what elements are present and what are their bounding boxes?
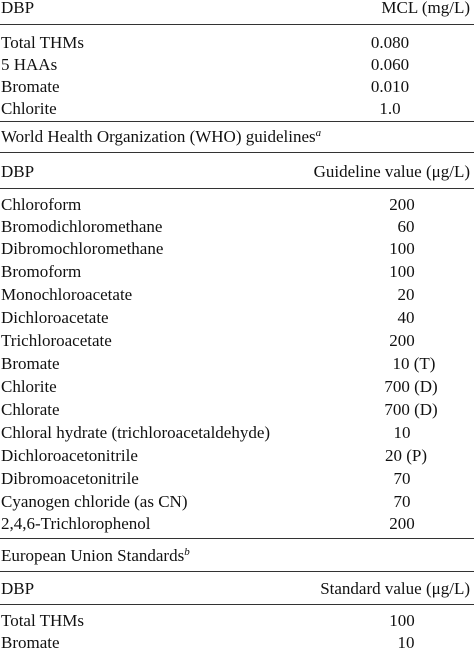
- epa-dbp-name: Total THMs: [1, 33, 85, 52]
- who-dbp-name: Chloral hydrate (trichloroacetaldehyde): [1, 423, 271, 442]
- who-header-row: [0, 161, 474, 183]
- epa-row: [0, 76, 474, 98]
- who-dbp-name: Dibromoacetonitrile: [1, 469, 139, 488]
- epa-mcl-value: 0.010: [370, 77, 410, 96]
- eu-header-rule: [0, 604, 474, 605]
- eu-row: [0, 610, 474, 632]
- who-title: World Health Organization (WHO) guidelines$^a$: [1, 127, 322, 146]
- who-guideline-value: 200: [389, 195, 415, 214]
- who-header-dbp: DBP: [1, 162, 35, 181]
- who-guideline-value: 200: [389, 514, 415, 533]
- epa-header-row: [0, 0, 474, 19]
- who-guideline-value: 20: [397, 285, 415, 304]
- who-row: [0, 513, 474, 535]
- epa-mcl-value: 0.060: [370, 55, 410, 74]
- who-title-row: [0, 126, 474, 148]
- eu-header-standard: Standard value (μg/L): [320, 579, 470, 598]
- who-dbp-name: Cyanogen chloride (as CN): [1, 492, 188, 511]
- who-row: [0, 307, 474, 329]
- who-guideline-value: 100: [389, 239, 415, 258]
- who-row: [0, 216, 474, 238]
- who-guideline-value: 10: [393, 423, 411, 442]
- epa-header-rule: [0, 24, 474, 25]
- who-row: [0, 491, 474, 513]
- epa-dbp-name: Chlorite: [1, 99, 57, 118]
- who-header-guideline: Guideline value (μg/L): [313, 162, 470, 181]
- eu-row: [0, 632, 474, 654]
- eu-standard-value: 100: [389, 611, 415, 630]
- epa-row: [0, 54, 474, 76]
- epa-row: [0, 32, 474, 54]
- who-row: [0, 330, 474, 352]
- epa-mcl-value: 0.080: [370, 33, 410, 52]
- eu-dbp-name: Bromate: [1, 633, 60, 652]
- epa-dbp-name: 5 HAAs: [1, 55, 58, 74]
- eu-dbp-name: Total THMs: [1, 611, 85, 630]
- epa-header-mcl: MCL (mg/L): [381, 0, 470, 17]
- who-row: [0, 399, 474, 421]
- who-row: [0, 284, 474, 306]
- who-guideline-value: 70: [393, 492, 411, 511]
- eu-standard-value: 10: [397, 633, 415, 652]
- epa-row: [0, 98, 474, 120]
- eu-header-row: [0, 578, 474, 600]
- who-dbp-name: Dichloroacetonitrile: [1, 446, 138, 465]
- who-guideline-value: 10 (T): [392, 354, 436, 373]
- who-dbp-name: Monochloroacetate: [1, 285, 133, 304]
- who-row: [0, 376, 474, 398]
- epa-header-dbp: DBP: [1, 0, 35, 17]
- who-row: [0, 445, 474, 467]
- who-dbp-name: Trichloroacetate: [1, 331, 112, 350]
- epa-dbp-name: Bromate: [1, 77, 60, 96]
- who-guideline-value: 100: [389, 262, 415, 281]
- who-title-footnote: a: [315, 127, 322, 139]
- who-guideline-value: 40: [397, 308, 415, 327]
- epa-section-rule: [0, 121, 474, 122]
- eu-title-footnote: b: [184, 546, 190, 558]
- who-guideline-value: 20 (P): [384, 446, 428, 465]
- who-guideline-value: 60: [397, 217, 415, 236]
- eu-title: European Union Standards$^b$: [1, 546, 190, 565]
- who-guideline-value: 70: [393, 469, 411, 488]
- who-row: [0, 238, 474, 260]
- who-dbp-name: Chlorate: [1, 400, 60, 419]
- eu-title-rule: [0, 571, 474, 572]
- who-dbp-name: Chlorite: [1, 377, 57, 396]
- who-title-rule: [0, 152, 474, 153]
- who-section-rule: [0, 538, 474, 539]
- who-row: [0, 468, 474, 490]
- who-dbp-name: Dichloroacetate: [1, 308, 109, 327]
- eu-header-dbp: DBP: [1, 579, 35, 598]
- who-row: [0, 422, 474, 444]
- who-dbp-name: Bromoform: [1, 262, 82, 281]
- who-row: [0, 194, 474, 216]
- epa-mcl-value: 1.0: [379, 99, 401, 118]
- who-guideline-value: 700 (D): [384, 377, 438, 396]
- who-dbp-name: Bromodichloromethane: [1, 217, 163, 236]
- who-guideline-value: 200: [389, 331, 415, 350]
- who-dbp-name: Chloroform: [1, 195, 82, 214]
- who-dbp-name: 2,4,6-Trichlorophenol: [1, 514, 151, 533]
- eu-title-row: [0, 545, 474, 567]
- who-guideline-value: 700 (D): [384, 400, 438, 419]
- who-row: [0, 353, 474, 375]
- who-row: [0, 261, 474, 283]
- who-dbp-name: Bromate: [1, 354, 60, 373]
- who-dbp-name: Dibromochloromethane: [1, 239, 164, 258]
- who-header-rule: [0, 188, 474, 189]
